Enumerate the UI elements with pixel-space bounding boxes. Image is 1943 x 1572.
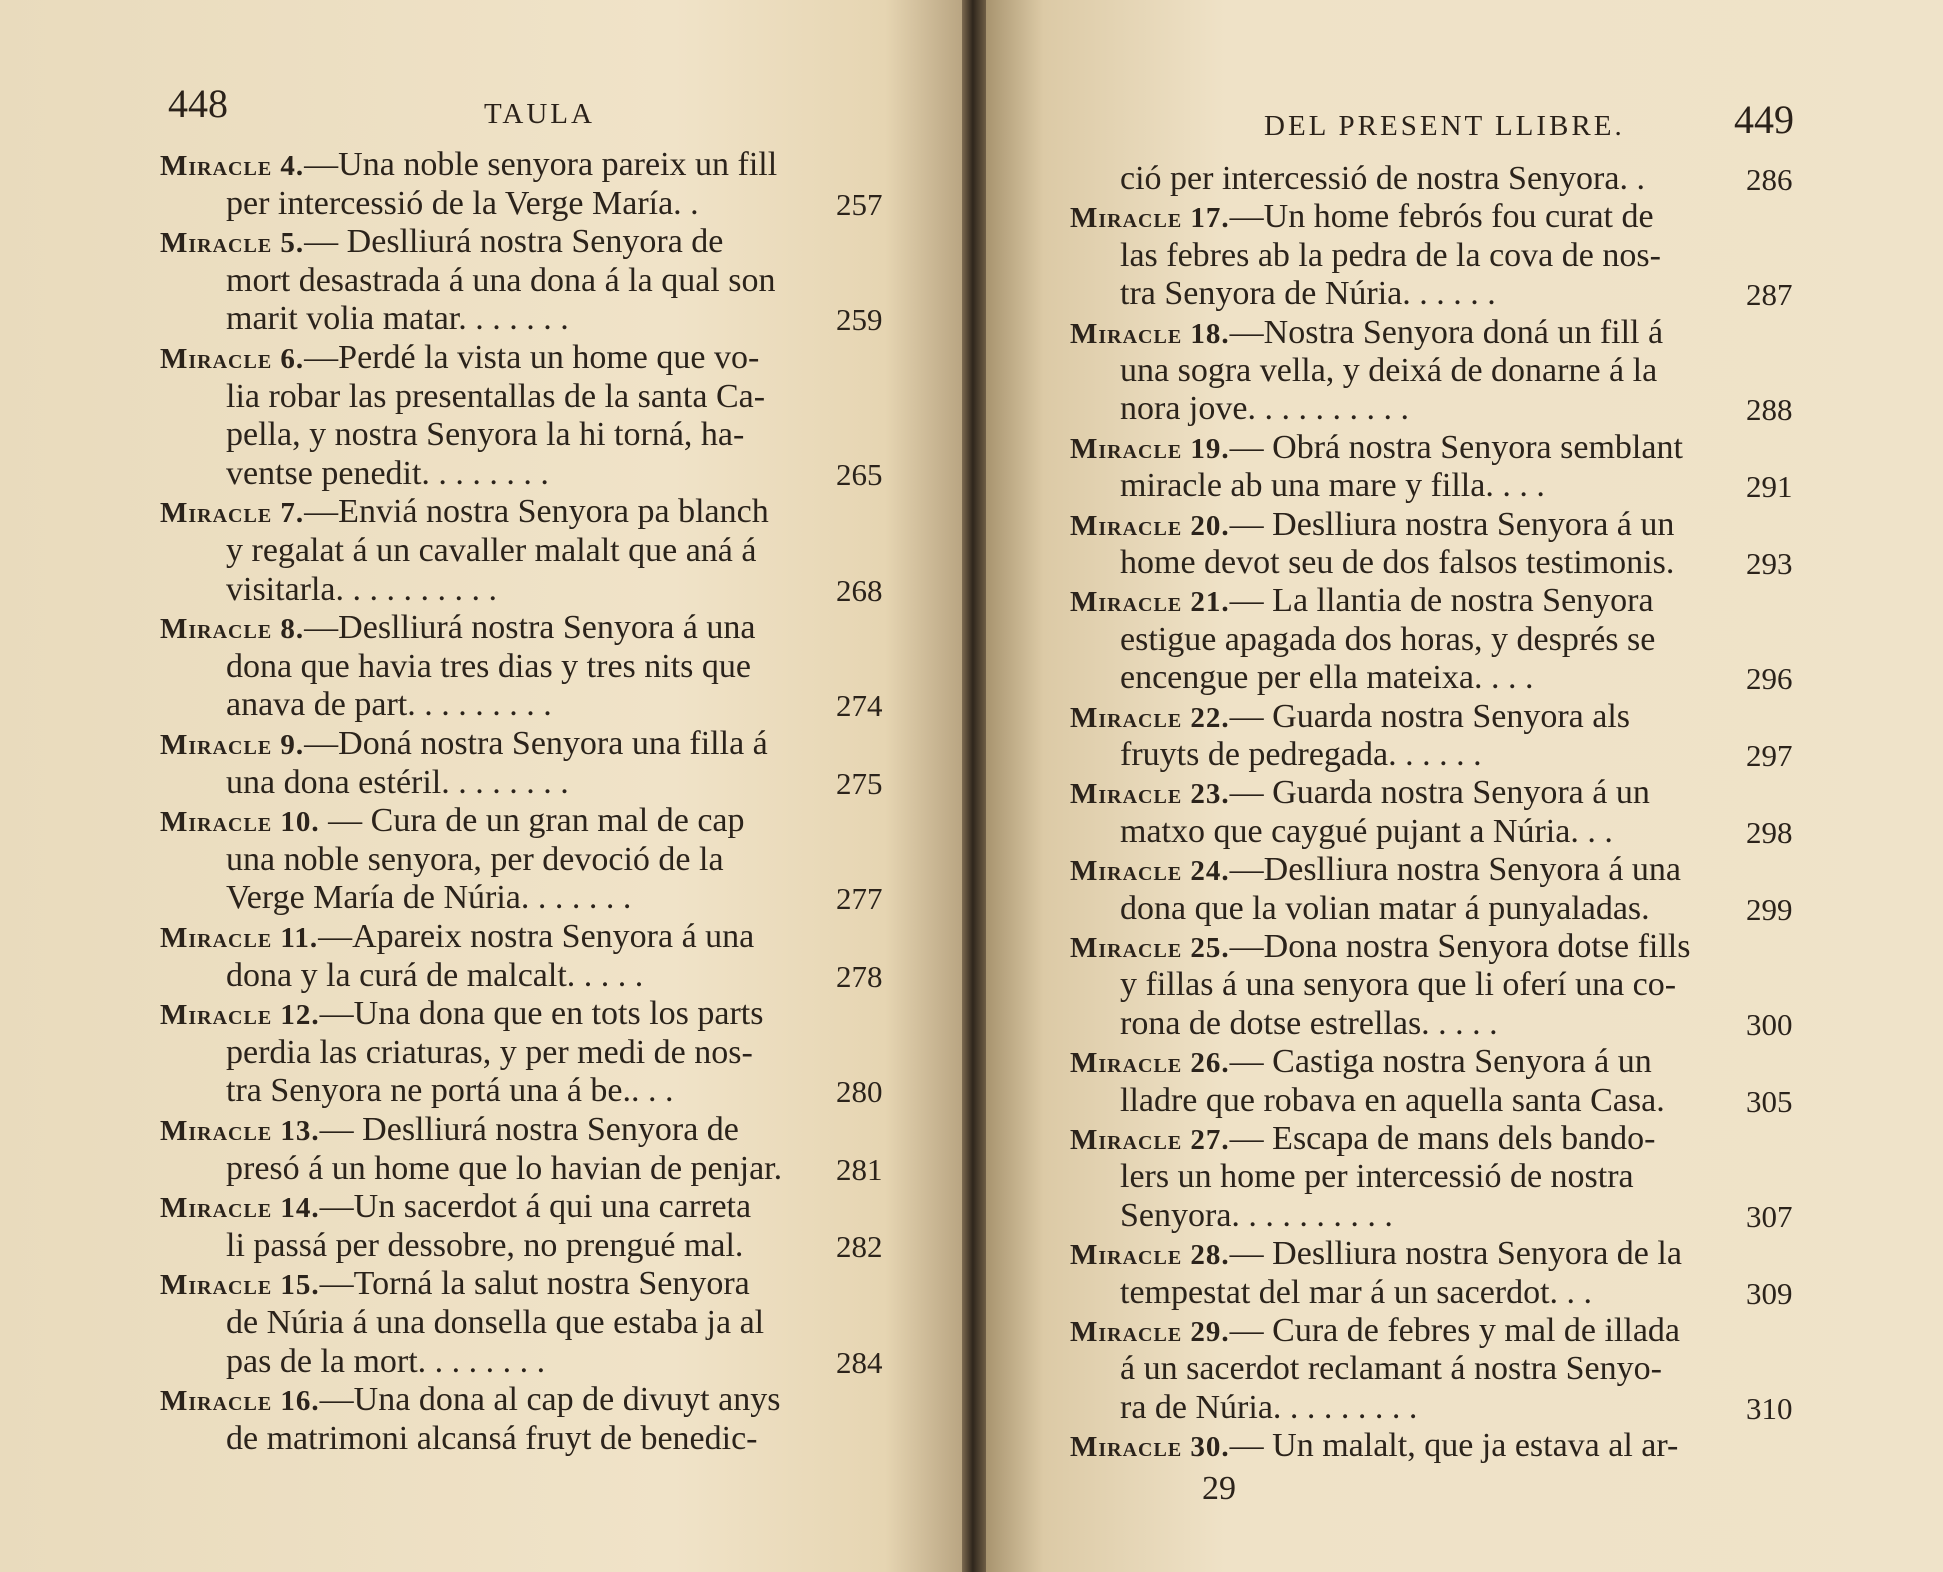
toc-page-number: 257 <box>836 186 883 222</box>
toc-page-number: 310 <box>1746 1390 1793 1426</box>
miracle-label: Miracle 27. <box>1070 1124 1230 1156</box>
toc-entry-first-line <box>1070 1235 1682 1275</box>
toc-entry-line: las febres ab la pedra de la cova de nos- <box>1120 236 1661 274</box>
toc-entry-text: —Nostra Senyora doná un fill á <box>1229 313 1664 351</box>
toc-entry-line: y fillas á una senyora que li oferí una co- <box>1120 966 1677 1004</box>
toc-page-number: 287 <box>1746 277 1793 313</box>
toc-page-number: 280 <box>836 1074 883 1110</box>
miracle-label: Miracle 20. <box>1070 509 1230 542</box>
toc-entry-line: anava de part. . . . . . . . . <box>226 686 552 724</box>
toc-entry-line: nora jove. . . . . . . . . . <box>1120 390 1409 428</box>
toc-entry-line: pas de la mort. . . . . . . . <box>226 1342 546 1380</box>
toc-entry-text: —Apareix nostra Senyora á una <box>318 918 755 955</box>
toc-entry-first-line <box>1070 698 1630 738</box>
signature-mark: 29 <box>1202 1470 1236 1507</box>
toc-entry-text: — Castiga nostra Senyora á un <box>1229 1043 1652 1081</box>
toc-entry-first-line <box>1070 851 1681 891</box>
toc-page-number: 268 <box>836 572 883 608</box>
toc-entry-text: — Un malalt, que ja estava al ar- <box>1229 1427 1679 1465</box>
toc-entry-first-line <box>1070 429 1683 469</box>
miracle-label: Miracle 9. <box>160 729 305 761</box>
toc-entry-line: una dona estéril. . . . . . . . <box>226 763 569 801</box>
right-page <box>986 0 1943 1572</box>
page-number-right: 449 <box>1734 97 1794 142</box>
toc-entry-first-line <box>160 339 759 379</box>
book-gutter <box>962 0 986 1572</box>
toc-entry-first-line <box>1070 582 1654 622</box>
toc-page-number: 300 <box>1746 1006 1793 1042</box>
toc-entry-line: tempestat del mar á un sacerdot. . . <box>1120 1273 1593 1311</box>
toc-page-number: 307 <box>1746 1198 1793 1234</box>
toc-entry-first-line <box>1070 314 1663 354</box>
toc-page-number: 288 <box>1746 392 1793 428</box>
toc-entry-line: estigue apagada dos horas, y després se <box>1120 620 1656 658</box>
toc-page-number: 275 <box>836 765 883 801</box>
toc-entry-first-line <box>160 1188 751 1228</box>
toc-entry-text: — Deslliura nostra Senyora á un <box>1229 505 1675 543</box>
toc-entry-line: matxo que caygué pujant a Núria. . . <box>1120 812 1613 850</box>
toc-entry-text: —Un home febrós fou curat de <box>1229 198 1654 236</box>
toc-entry-line: per intercessió de la Verge María. . <box>226 184 699 222</box>
toc-entry-line: Senyora. . . . . . . . . . <box>1120 1196 1393 1234</box>
toc-entry-line: lers un home per intercessió de nostra <box>1120 1158 1634 1196</box>
toc-page-number: 274 <box>836 688 883 724</box>
toc-page-number: 296 <box>1746 661 1793 697</box>
toc-entry-line: marit volia matar. . . . . . . <box>226 300 569 338</box>
toc-entry-line: li passá per dessobre, no prengué mal. <box>226 1226 744 1264</box>
running-head-right: DEL PRESENT LLIBRE. <box>1264 110 1625 142</box>
miracle-label: Miracle 8. <box>160 613 305 646</box>
toc-entry-first-line <box>160 918 754 958</box>
miracle-label: Miracle 23. <box>1070 778 1230 811</box>
toc-entry-text: — Guarda nostra Senyora á un <box>1229 774 1650 812</box>
toc-entry-text: — Deslliurá nostra Senyora de <box>319 1111 739 1148</box>
toc-entry-text: — Cura de un gran mal de cap <box>319 802 745 840</box>
miracle-label: Miracle 7. <box>160 497 305 530</box>
toc-entry-text: —Una dona al cap de divuyt anys <box>319 1381 781 1419</box>
toc-entry-line: de Núria á una donsella que estaba ja al <box>226 1304 765 1341</box>
toc-entry-text: — Obrá nostra Senyora semblant <box>1229 428 1683 466</box>
toc-entry-line: presó á un home que lo havian de penjar. <box>226 1149 783 1187</box>
toc-page-number: 298 <box>1746 814 1793 850</box>
toc-entry-line: dona y la curá de malcalt. . . . . <box>226 956 644 994</box>
toc-entry-line: dona que la volian matar á punyaladas. <box>1120 889 1650 927</box>
toc-entry-line: ra de Núria. . . . . . . . . <box>1120 1388 1418 1426</box>
toc-entry-line: miracle ab una mare y filla. . . . <box>1120 467 1545 505</box>
toc-page-number: 282 <box>836 1228 883 1264</box>
miracle-label: Miracle 18. <box>1070 317 1230 350</box>
toc-entry-text: — Deslliurá nostra Senyora de <box>304 223 724 261</box>
toc-page-number: 265 <box>836 456 883 492</box>
toc-entry-line: tra Senyora de Núria. . . . . . <box>1120 275 1496 313</box>
toc-entry-first-line <box>1070 774 1650 814</box>
toc-entry-line: y regalat á un cavaller malalt que aná á <box>226 532 757 569</box>
toc-entry-line: una sogra vella, y deixá de donarne á la <box>1120 352 1658 389</box>
miracle-label: Miracle 19. <box>1070 432 1230 465</box>
page-number-left: 448 <box>168 81 228 126</box>
miracle-label: Miracle 14. <box>160 1192 320 1225</box>
toc-entry-line: home devot seu de dos falsos testimonis. <box>1120 544 1675 581</box>
toc-entry-line: Verge María de Núria. . . . . . . <box>226 879 632 917</box>
toc-entry-first-line <box>1070 1427 1678 1467</box>
toc-entry-first-line <box>160 725 768 765</box>
toc-entry-first-line <box>1070 1043 1652 1083</box>
toc-entry-line: visitarla. . . . . . . . . . <box>226 570 498 608</box>
toc-entry-text: —Dona nostra Senyora dotse fills <box>1229 928 1691 965</box>
miracle-label: Miracle 13. <box>160 1115 320 1147</box>
toc-entry-first-line <box>1070 1120 1656 1160</box>
toc-entry-first-line <box>1070 506 1674 546</box>
toc-entry-line: ventse penedit. . . . . . . . <box>226 454 549 492</box>
miracle-label: Miracle 17. <box>1070 202 1230 235</box>
toc-entry-line: lia robar las presentallas de la santa Ca- <box>226 377 766 415</box>
toc-entry-line: lladre que robava en aquella santa Casa. <box>1120 1081 1665 1119</box>
toc-entry-text: —Una noble senyora pareix un fill <box>304 146 778 183</box>
toc-entry-line: encengue per ella mateixa. . . . <box>1120 659 1534 697</box>
left-page <box>0 0 962 1572</box>
toc-entry-text: — Guarda nostra Senyora als <box>1229 697 1631 735</box>
toc-entry-text: —Deslliurá nostra Senyora á una <box>304 609 756 647</box>
miracle-label: Miracle 4. <box>160 150 305 182</box>
toc-entry-line: de matrimoni alcansá fruyt de benedic- <box>226 1419 758 1457</box>
toc-entry-text: —Enviá nostra Senyora pa blanch <box>304 493 769 531</box>
miracle-label: Miracle 24. <box>1070 855 1230 888</box>
miracle-label: Miracle 22. <box>1070 701 1230 734</box>
miracle-label: Miracle 25. <box>1070 932 1230 964</box>
toc-entry-line: mort desastrada á una dona á la qual son <box>226 261 776 299</box>
toc-page-number: 291 <box>1746 469 1793 505</box>
toc-entry-first-line <box>160 995 763 1035</box>
toc-page-number: 284 <box>836 1344 883 1380</box>
toc-entry-text: —Un sacerdot á qui una carreta <box>319 1188 752 1226</box>
toc-entry-text: —Torná la salut nostra Senyora <box>319 1265 750 1303</box>
miracle-label: Miracle 11. <box>160 922 319 954</box>
toc-entry-first-line <box>160 609 756 649</box>
miracle-label: Miracle 12. <box>160 999 320 1032</box>
toc-page-number: 259 <box>836 302 883 338</box>
toc-page-number: 286 <box>1746 162 1793 197</box>
toc-entry-text: — Cura de febres y mal de illada <box>1229 1312 1681 1349</box>
toc-entry-line: perdia las criaturas, y per medi de nos- <box>226 1033 753 1071</box>
toc-entry-first-line <box>160 223 723 263</box>
toc-entry-first-line <box>1070 198 1654 238</box>
toc-entry-text: — La llantia de nostra Senyora <box>1229 582 1654 620</box>
toc-entry-first-line <box>160 802 745 842</box>
toc-entry-line: tra Senyora ne portá una á be.. . . <box>226 1072 674 1110</box>
toc-page-number: 277 <box>836 881 883 917</box>
toc-entry-line: una noble senyora, per devoció de la <box>226 840 724 878</box>
toc-page-number: 297 <box>1746 738 1793 773</box>
toc-entry-line: rona de dotse estrellas. . . . . <box>1120 1004 1498 1042</box>
miracle-label: Miracle 15. <box>160 1269 320 1302</box>
toc-page-number: 299 <box>1746 891 1793 927</box>
miracle-label: Miracle 10. <box>160 806 320 839</box>
toc-entry-line: fruyts de pedregada. . . . . . <box>1120 736 1482 773</box>
toc-page-number: 293 <box>1746 546 1793 581</box>
miracle-label: Miracle 30. <box>1070 1431 1230 1464</box>
toc-entry-line: pella, y nostra Senyora la hi torná, ha- <box>226 416 745 454</box>
miracle-label: Miracle 6. <box>160 343 305 375</box>
toc-entry-text: —Perdé la vista un home que vo- <box>304 339 760 376</box>
toc-entry-text: — Escapa de mans dels bando- <box>1229 1120 1656 1157</box>
miracle-label: Miracle 16. <box>160 1385 320 1418</box>
toc-entry-text: —Doná nostra Senyora una filla á <box>304 725 768 762</box>
toc-entry-first-line <box>160 1111 739 1151</box>
toc-page-number: 305 <box>1746 1083 1793 1119</box>
toc-entry-text: —Deslliura nostra Senyora á una <box>1229 851 1681 889</box>
miracle-label: Miracle 26. <box>1070 1047 1230 1080</box>
running-head-left: TAULA <box>484 98 595 130</box>
miracle-label: Miracle 29. <box>1070 1316 1230 1348</box>
toc-page-number: 281 <box>836 1151 883 1187</box>
toc-entry-text: —Una dona que en tots los parts <box>319 995 764 1033</box>
toc-continuation-line: ció per intercessió de nostra Senyora. . <box>1120 160 1645 197</box>
toc-entry-first-line <box>160 146 777 186</box>
toc-entry-line: á un sacerdot reclamant á nostra Senyo- <box>1120 1350 1662 1388</box>
toc-entry-first-line <box>1070 1312 1680 1352</box>
toc-page-number: 278 <box>836 958 883 994</box>
miracle-label: Miracle 28. <box>1070 1239 1230 1272</box>
toc-entry-line: dona que havia tres dias y tres nits que <box>226 647 751 685</box>
miracle-label: Miracle 5. <box>160 227 305 260</box>
toc-entry-first-line <box>160 1381 780 1421</box>
toc-entry-text: — Deslliura nostra Senyora de la <box>1229 1235 1682 1273</box>
toc-entry-first-line <box>1070 928 1690 968</box>
miracle-label: Miracle 21. <box>1070 586 1230 619</box>
toc-page-number: 309 <box>1746 1275 1793 1311</box>
toc-entry-first-line <box>160 1265 750 1305</box>
toc-entry-first-line <box>160 493 769 533</box>
